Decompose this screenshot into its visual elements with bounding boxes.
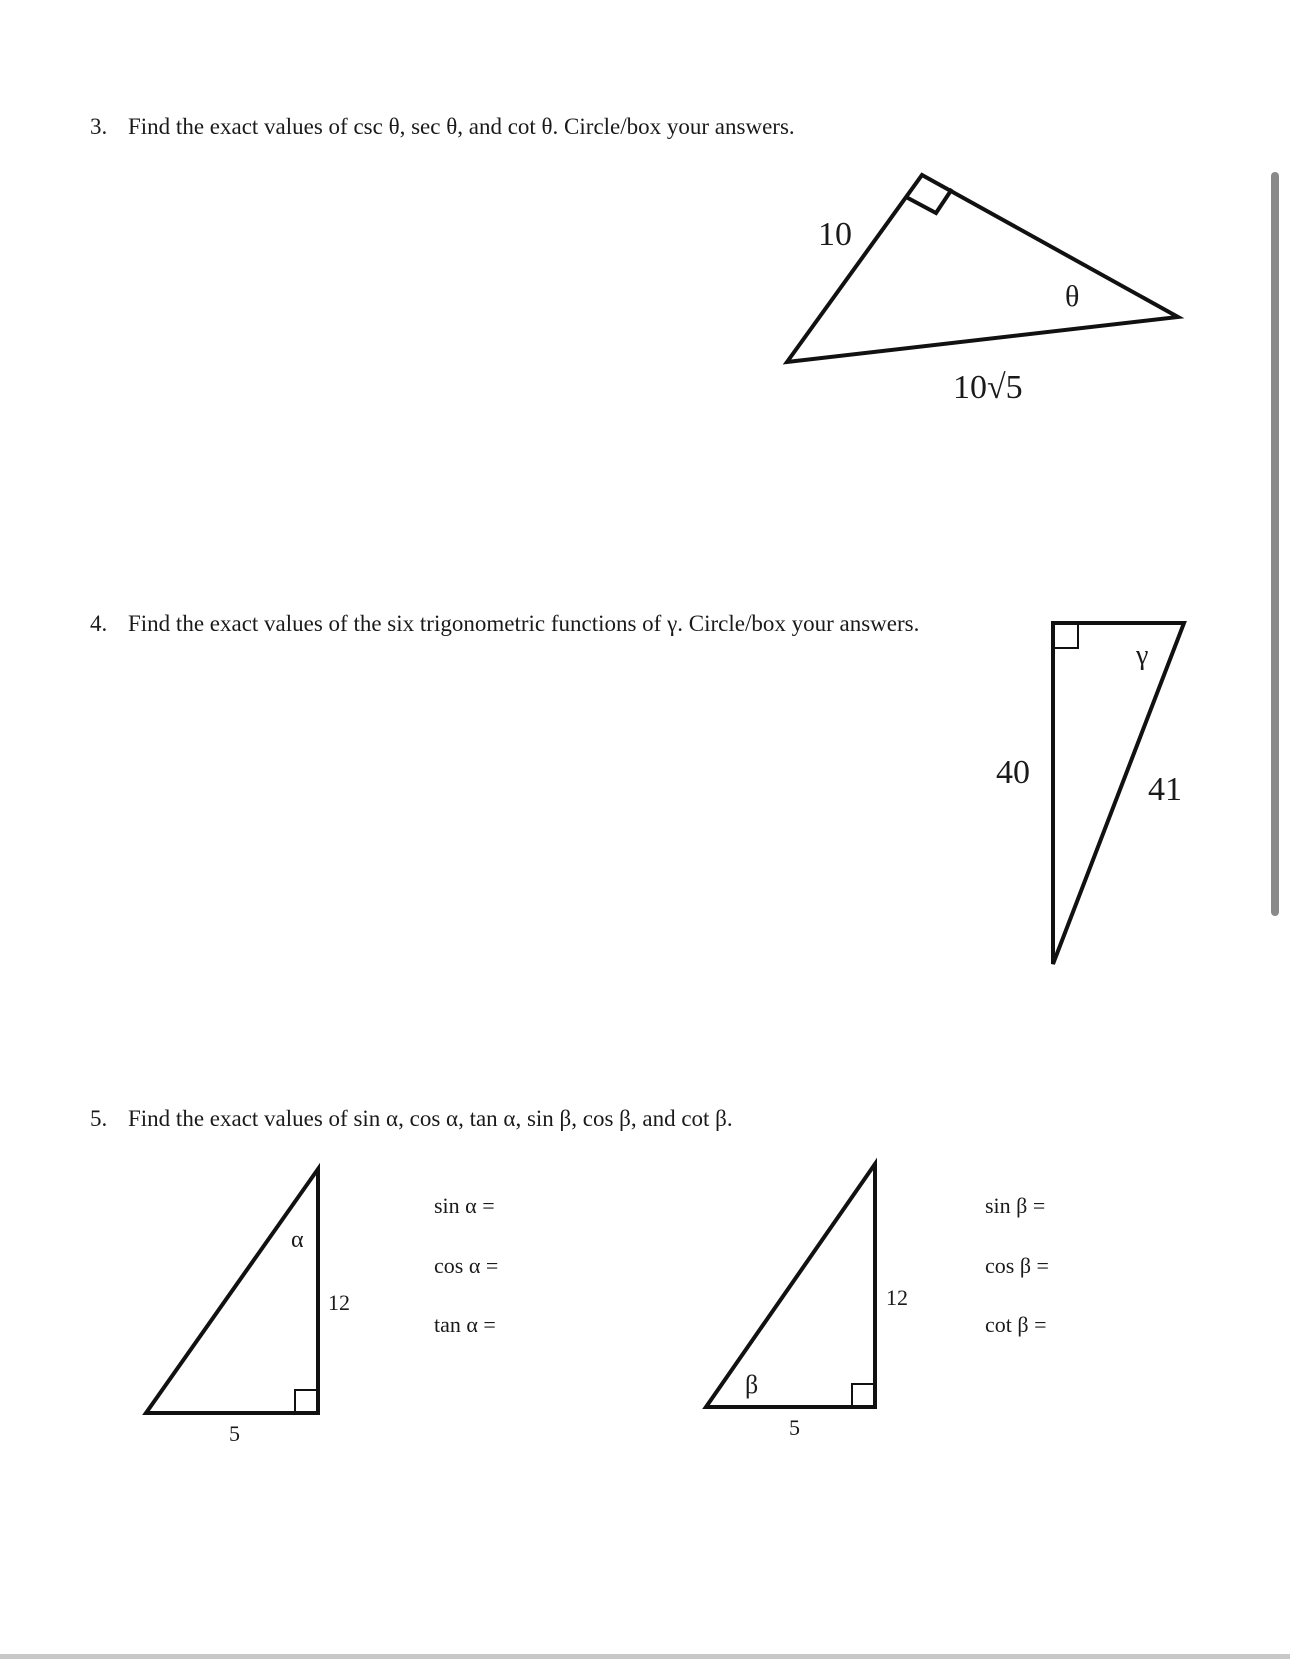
triangle-3-hypotenuse-label: 10√5 [953,369,1023,406]
triangle-3-leg-label: 10 [818,216,852,253]
triangle-5a-base-label: 5 [229,1421,240,1446]
right-angle-marker [295,1390,318,1413]
triangle-5b [706,1164,908,1440]
triangle-5b-shape [706,1164,875,1407]
sin-beta-label: sin β = [985,1193,1046,1218]
right-angle-marker [1053,623,1078,648]
triangle-5b-angle-label: β [745,1370,759,1399]
problem-number: 3. [90,114,108,139]
triangle-3 [787,175,1178,406]
triangle-5b-base-label: 5 [789,1415,800,1440]
triangle-4-hypotenuse-label: 41 [1148,771,1182,808]
tan-alpha-label: tan α = [434,1312,496,1337]
problem-number: 5. [90,1106,108,1131]
triangle-5a [146,1169,350,1446]
triangle-3-angle-label: θ [1065,280,1080,313]
cos-beta-label: cos β = [985,1253,1049,1278]
problem-text: Find the exact values of csc θ, sec θ, and cot θ. Circle/box your answers. [128,114,795,139]
triangle-5a-shape [146,1169,318,1413]
right-angle-marker [852,1384,875,1407]
triangle-5a-angle-label: α [291,1227,304,1253]
problem-text: Find the exact values of the six trigonometric functions of γ. Circle/box your answers. [128,611,920,636]
vertical-scrollbar[interactable] [1271,172,1279,916]
triangle-4-angle-label: γ [1136,640,1149,671]
problem-number: 4. [90,611,108,636]
triangle-3-shape [787,175,1178,362]
bottom-divider [0,1654,1290,1659]
cot-beta-label: cot β = [985,1312,1047,1337]
triangle-4-leg-label: 40 [996,754,1030,791]
problem-text: Find the exact values of sin α, cos α, tan α, sin β, cos β, and cot β. [128,1106,733,1131]
triangle-5b-height-label: 12 [886,1285,908,1310]
cos-alpha-label: cos α = [434,1253,499,1278]
right-angle-marker [906,189,952,213]
triangle-5a-height-label: 12 [328,1290,350,1315]
sin-alpha-label: sin α = [434,1193,495,1218]
triangle-4 [996,623,1184,964]
